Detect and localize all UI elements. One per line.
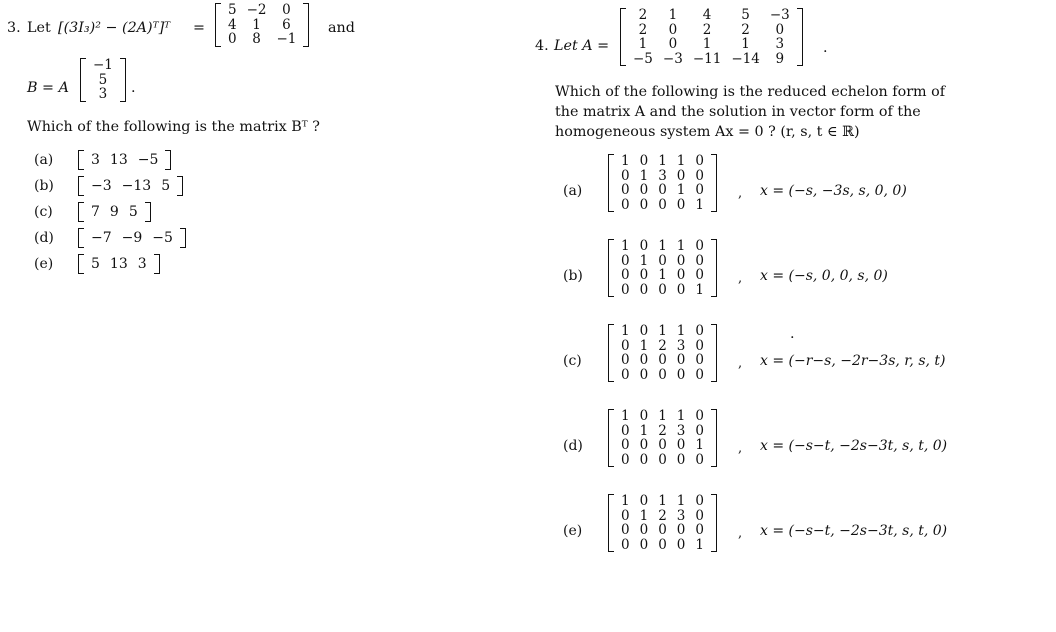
matrix-cell: −14 <box>731 50 760 67</box>
matrix-cell: 0 <box>639 196 649 213</box>
matrix-cell: 0 <box>676 196 686 213</box>
matrix-cell: −13 <box>121 178 152 194</box>
q3-given-matrix <box>215 3 309 47</box>
q4-option-solution: x = (−s−t, −2s−3t, s, t, 0) <box>760 438 948 454</box>
matrix-row <box>86 202 143 222</box>
matrix-cell: 1 <box>695 281 704 298</box>
matrix-cell: 1 <box>638 36 648 53</box>
matrix-cell: 3 <box>676 337 686 354</box>
matrix-row <box>616 409 709 424</box>
matrix-cell: 9 <box>109 204 119 220</box>
matrix-cell: 1 <box>639 337 649 354</box>
q3-option-row-vector <box>78 150 171 170</box>
matrix-cell: 4 <box>702 7 712 23</box>
matrix-cell: 0 <box>695 408 704 424</box>
matrix-cell: −11 <box>692 50 722 67</box>
matrix-cell: 0 <box>658 196 667 213</box>
matrix-row <box>628 52 795 67</box>
matrix-cell: 0 <box>621 196 630 213</box>
q3-question: Which of the following is the matrix Bᵀ ? <box>27 119 320 135</box>
matrix-cell: 0 <box>621 522 630 539</box>
matrix-cell: 0 <box>639 153 649 169</box>
matrix-cell: 1 <box>621 153 630 169</box>
matrix-cell: 0 <box>695 337 704 354</box>
matrix-cell: 9 <box>775 50 785 67</box>
matrix-cell: 0 <box>658 536 667 553</box>
matrix-cell: 1 <box>676 323 686 339</box>
matrix-cell: 1 <box>639 422 649 439</box>
matrix-cell: 0 <box>695 267 704 284</box>
q3-option-row-vector <box>78 176 183 196</box>
matrix-cell: 0 <box>668 21 678 38</box>
q3-option-label: (d) <box>34 230 54 246</box>
matrix-cell: 13 <box>109 256 128 272</box>
matrix-cell: 2 <box>658 507 667 524</box>
q4-option-solution: x = (−s, 0, 0, s, 0) <box>760 268 888 284</box>
matrix-cell: 2 <box>741 21 750 38</box>
q4-question-line-2: the matrix A and the solution in vector form of the <box>555 104 921 120</box>
vector-cell: −1 <box>93 57 113 73</box>
q3-option-row-vector <box>78 254 160 274</box>
matrix-cell: 1 <box>668 7 678 23</box>
matrix-cell: 0 <box>658 182 667 199</box>
matrix-row <box>88 58 118 73</box>
matrix-row <box>616 494 709 509</box>
matrix-cell: 2 <box>638 21 648 38</box>
matrix-cell: 0 <box>676 536 686 553</box>
matrix-row <box>223 32 301 47</box>
matrix-cell: 0 <box>639 182 649 199</box>
q3-vector <box>80 58 126 102</box>
matrix-cell: 0 <box>695 451 704 468</box>
matrix-cell: 3 <box>676 422 686 439</box>
q4-option-label: (b) <box>563 268 583 284</box>
matrix-row <box>616 509 709 524</box>
matrix-cell: 0 <box>695 366 704 383</box>
q3-b-definition: B = A <box>27 80 69 96</box>
matrix-cell: 1 <box>639 507 649 524</box>
matrix-row <box>628 37 795 52</box>
matrix-cell: 3 <box>775 36 785 53</box>
q4-option-label: (a) <box>563 183 583 199</box>
matrix-cell: 0 <box>695 522 704 539</box>
q4-option-label: (e) <box>563 523 583 539</box>
matrix-cell: 0 <box>228 31 237 48</box>
matrix-cell: −3 <box>91 178 112 194</box>
matrix-cell: 1 <box>676 238 686 254</box>
matrix-cell: 0 <box>676 437 686 454</box>
q3-and: and <box>328 20 355 36</box>
matrix-cell: 1 <box>621 238 630 254</box>
matrix-cell: 0 <box>658 522 667 539</box>
matrix-cell: 5 <box>228 2 237 18</box>
q4-option-comma: , <box>738 186 743 201</box>
matrix-cell: 1 <box>621 493 630 509</box>
matrix-cell: 1 <box>658 238 667 254</box>
matrix-cell: 0 <box>695 352 704 369</box>
matrix-cell: 1 <box>658 493 667 509</box>
matrix-cell: 0 <box>639 238 649 254</box>
q4-stray-dot: . <box>790 326 795 342</box>
matrix-cell: 0 <box>676 451 686 468</box>
q3-option-label: (c) <box>34 204 53 220</box>
matrix-cell: 0 <box>658 352 667 369</box>
matrix-cell: −3 <box>769 7 790 23</box>
matrix-cell: 0 <box>639 366 649 383</box>
matrix-cell: 2 <box>638 7 648 23</box>
matrix-cell: 1 <box>658 153 667 169</box>
q4-option-comma: , <box>738 271 743 286</box>
matrix-cell: 0 <box>621 182 630 199</box>
matrix-cell: 2 <box>702 21 712 38</box>
matrix-row <box>86 150 163 170</box>
q4-option-solution: x = (−s, −3s, s, 0, 0) <box>760 183 907 199</box>
q4-option-solution: x = (−s−t, −2s−3t, s, t, 0) <box>760 523 948 539</box>
matrix-row <box>616 424 709 439</box>
matrix-cell: 0 <box>695 182 704 199</box>
matrix-cell: −5 <box>137 152 159 168</box>
q3-let: Let <box>27 20 51 36</box>
matrix-cell: 1 <box>658 267 667 284</box>
matrix-cell: 0 <box>676 281 686 298</box>
q4-lhs: Let A = <box>554 38 610 54</box>
matrix-row <box>628 23 795 38</box>
matrix-cell: 0 <box>621 437 630 454</box>
matrix-cell: 3 <box>658 167 667 184</box>
matrix-row <box>86 228 178 248</box>
matrix-row <box>86 254 152 274</box>
matrix-cell: 1 <box>741 36 750 53</box>
q4-option-comma: , <box>738 441 743 456</box>
q3-option-row-vector <box>78 228 186 248</box>
matrix-cell: 0 <box>639 493 649 509</box>
matrix-cell: 0 <box>639 536 649 553</box>
matrix-cell: 0 <box>621 281 630 298</box>
matrix-cell: 0 <box>695 507 704 524</box>
q4-option-matrix <box>608 324 717 382</box>
matrix-cell: 1 <box>676 408 686 424</box>
q4-option-matrix <box>608 494 717 552</box>
matrix-row <box>616 438 709 453</box>
q4-option-comma: , <box>738 526 743 541</box>
matrix-cell: 0 <box>621 337 630 354</box>
matrix-row <box>616 283 709 298</box>
matrix-row <box>616 198 709 213</box>
q3-option-label: (e) <box>34 256 54 272</box>
matrix-cell: 0 <box>621 422 630 439</box>
matrix-cell: 0 <box>658 437 667 454</box>
matrix-cell: 0 <box>639 408 649 424</box>
q3-expression: [(3I₃)² − (2A)ᵀ]ᵀ <box>58 20 171 36</box>
matrix-cell: 1 <box>695 196 704 213</box>
q4-option-label: (c) <box>563 353 582 369</box>
q4-period: . <box>823 40 828 56</box>
matrix-cell: 0 <box>676 366 686 383</box>
matrix-cell: 1 <box>621 323 630 339</box>
matrix-cell: 1 <box>252 16 261 33</box>
matrix-cell: 1 <box>676 493 686 509</box>
matrix-row <box>88 87 118 102</box>
matrix-cell: 13 <box>109 152 128 168</box>
matrix-row <box>88 73 118 88</box>
matrix-cell: 0 <box>639 451 649 468</box>
matrix-cell: 7 <box>91 204 100 220</box>
matrix-cell: 0 <box>639 522 649 539</box>
matrix-cell: 0 <box>621 167 630 184</box>
matrix-cell: 5 <box>741 7 750 23</box>
q3-option-label: (b) <box>34 178 54 194</box>
matrix-cell: −5 <box>633 50 653 67</box>
matrix-row <box>223 3 301 18</box>
matrix-cell: 0 <box>621 267 630 284</box>
matrix-cell: −5 <box>152 230 173 246</box>
matrix-cell: 0 <box>676 167 686 184</box>
q4-option-matrix <box>608 154 717 212</box>
matrix-row <box>616 538 709 553</box>
matrix-cell: 1 <box>658 408 667 424</box>
q3-option-row-vector <box>78 202 151 222</box>
q4-option-solution: x = (−r−s, −2r−3s, r, s, t) <box>760 353 946 369</box>
matrix-cell: 0 <box>621 352 630 369</box>
matrix-row <box>616 254 709 269</box>
matrix-cell: 3 <box>676 507 686 524</box>
matrix-cell: 0 <box>676 252 686 269</box>
matrix-cell: −3 <box>662 50 683 67</box>
matrix-cell: 0 <box>621 366 630 383</box>
matrix-cell: 6 <box>282 16 291 33</box>
matrix-row <box>616 324 709 339</box>
vector-cell: 3 <box>98 86 108 103</box>
matrix-cell: 0 <box>639 437 649 454</box>
matrix-cell: 1 <box>676 153 686 169</box>
matrix-row <box>616 183 709 198</box>
matrix-cell: 5 <box>91 256 100 272</box>
matrix-cell: 0 <box>282 2 291 18</box>
q4-option-matrix <box>608 239 717 297</box>
matrix-row <box>616 353 709 368</box>
matrix-cell: 0 <box>695 238 704 254</box>
matrix-cell: 0 <box>695 252 704 269</box>
matrix-cell: 1 <box>621 408 630 424</box>
matrix-cell: −9 <box>121 230 143 246</box>
matrix-cell: 2 <box>658 422 667 439</box>
q4-question-line-3: homogeneous system Ax = 0 ? (r, s, t ∈ ℝ) <box>555 124 860 140</box>
matrix-cell: 0 <box>695 167 704 184</box>
matrix-cell: 1 <box>695 437 704 454</box>
matrix-cell: 0 <box>676 352 686 369</box>
matrix-cell: 0 <box>695 153 704 169</box>
q3-number: 3. <box>7 20 21 36</box>
matrix-cell: 8 <box>252 31 261 48</box>
matrix-row <box>616 154 709 169</box>
matrix-cell: 0 <box>639 267 649 284</box>
matrix-cell: 0 <box>676 522 686 539</box>
matrix-cell: 0 <box>658 281 667 298</box>
matrix-cell: 0 <box>676 267 686 284</box>
matrix-cell: 0 <box>639 323 649 339</box>
matrix-row <box>616 368 709 383</box>
q4-option-matrix <box>608 409 717 467</box>
q3-period: . <box>131 80 136 96</box>
matrix-cell: 0 <box>621 252 630 269</box>
matrix-cell: 0 <box>695 422 704 439</box>
matrix-cell: 1 <box>639 167 649 184</box>
matrix-cell: 4 <box>228 16 237 33</box>
matrix-cell: 1 <box>695 536 704 553</box>
matrix-cell: 1 <box>676 182 686 199</box>
matrix-row <box>628 8 795 23</box>
matrix-cell: 1 <box>658 323 667 339</box>
matrix-cell: 0 <box>775 21 785 38</box>
q3-equals: = <box>193 20 205 36</box>
matrix-row <box>616 268 709 283</box>
matrix-cell: 0 <box>621 507 630 524</box>
matrix-cell: 0 <box>668 36 678 53</box>
matrix-row <box>86 176 175 196</box>
q4-option-comma: , <box>738 356 743 371</box>
matrix-row <box>616 523 709 538</box>
matrix-cell: −1 <box>276 31 297 48</box>
vector-cell: 5 <box>98 71 108 88</box>
matrix-row <box>616 169 709 184</box>
matrix-cell: 1 <box>702 36 712 53</box>
matrix-cell: −2 <box>246 2 267 18</box>
matrix-row <box>616 453 709 468</box>
matrix-row <box>223 18 301 33</box>
matrix-cell: 0 <box>658 451 667 468</box>
q4-option-label: (d) <box>563 438 583 454</box>
matrix-cell: 2 <box>658 337 667 354</box>
q4-number: 4. <box>535 38 549 54</box>
matrix-cell: 3 <box>91 152 100 168</box>
matrix-cell: 3 <box>137 256 147 272</box>
q3-option-label: (a) <box>34 152 54 168</box>
matrix-cell: 0 <box>658 252 667 269</box>
matrix-cell: 0 <box>695 493 704 509</box>
matrix-cell: 5 <box>128 204 138 220</box>
matrix-cell: 0 <box>658 366 667 383</box>
matrix-cell: 0 <box>621 451 630 468</box>
matrix-cell: 0 <box>639 281 649 298</box>
matrix-cell: 0 <box>695 323 704 339</box>
q4-question-line-1: Which of the following is the reduced echelon form of <box>555 84 946 100</box>
matrix-cell: −7 <box>91 230 112 246</box>
matrix-cell: 1 <box>639 252 649 269</box>
matrix-cell: 5 <box>161 178 171 194</box>
matrix-row <box>616 339 709 354</box>
matrix-cell: 0 <box>639 352 649 369</box>
matrix-row <box>616 239 709 254</box>
matrix-cell: 0 <box>621 536 630 553</box>
q4-matrix-a <box>620 8 803 66</box>
